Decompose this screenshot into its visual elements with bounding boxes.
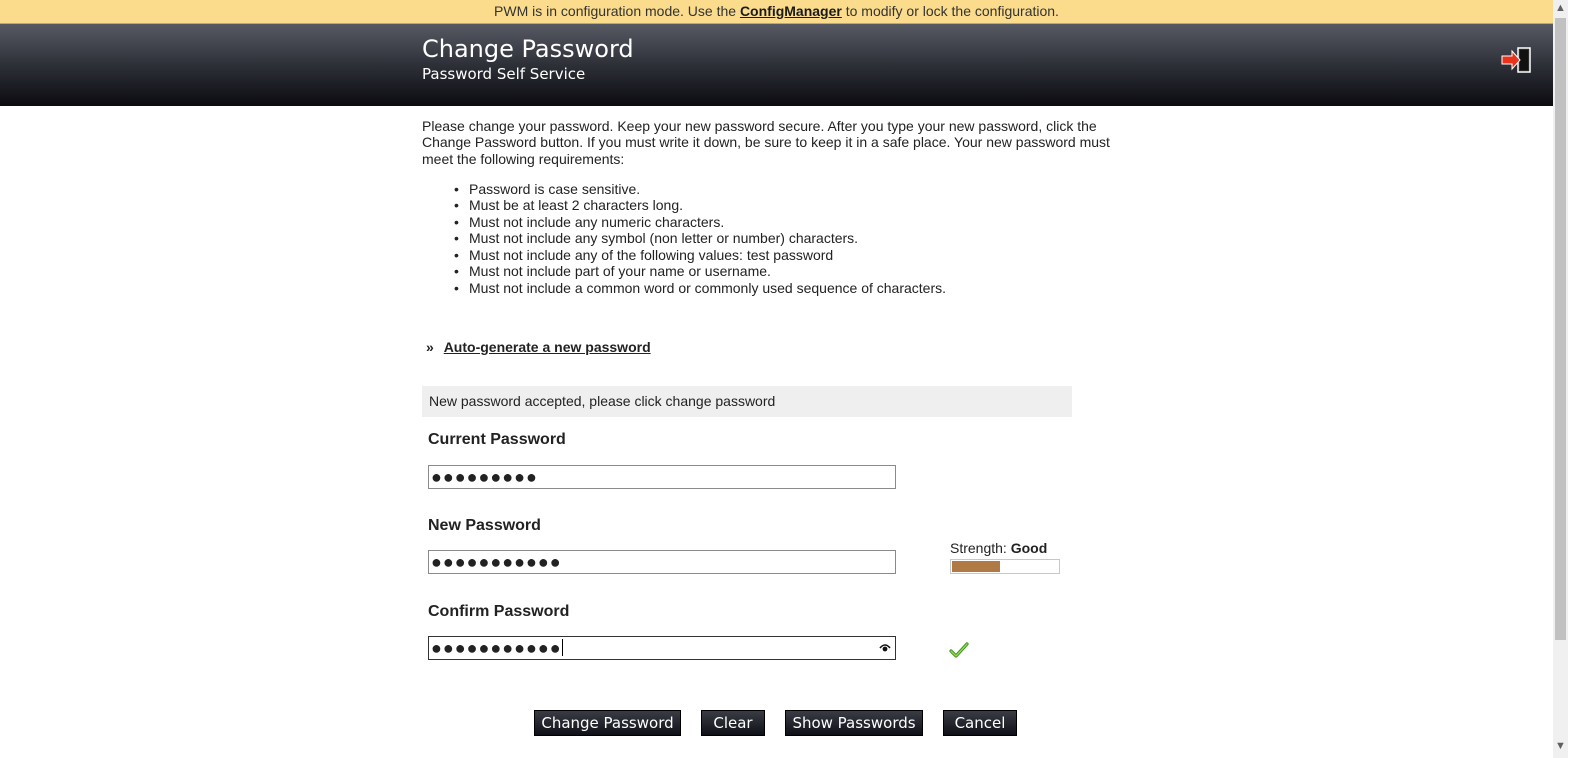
strength-meter-fill: [952, 561, 1000, 572]
banner-text-suffix: to modify or lock the configuration.: [845, 3, 1059, 19]
password-match-check-icon: [949, 641, 969, 659]
autogen-row: [426, 339, 651, 355]
instructions-section: [422, 118, 1122, 296]
config-manager-link[interactable]: ConfigManager: [739, 3, 842, 19]
requirement-item: • Must be at least 2 characters long.: [469, 197, 1122, 214]
autogen-bullet: »: [426, 339, 434, 355]
requirement-item: • Must not include any of the following values: test password: [469, 247, 1122, 264]
scroll-up-arrow-icon[interactable]: ▲: [1555, 2, 1566, 14]
page-header: [0, 24, 1553, 106]
requirements-list: [422, 181, 1122, 297]
new-password-label: New Password: [428, 517, 541, 534]
strength-value: Good: [1010, 540, 1048, 556]
cancel-button[interactable]: Cancel: [943, 710, 1017, 736]
confirm-password-value: ●●●●●●●●●●●: [431, 638, 562, 658]
banner-text-prefix: PWM is in configuration mode. Use the: [494, 3, 737, 19]
config-mode-banner: [0, 0, 1553, 24]
current-password-input[interactable]: [428, 465, 896, 489]
intro-text: Please change your password. Keep your new password secure. After you type your new password, click the Change Password button. If you must write it down, be sure to keep it in a safe place. Your new password must meet the following requirements:: [422, 118, 1110, 167]
reveal-password-eye-icon[interactable]: [879, 642, 891, 654]
scroll-down-arrow-icon[interactable]: ▼: [1555, 740, 1566, 752]
page-subtitle: Password Self Service: [422, 65, 586, 83]
status-message: New password accepted, please click change password: [422, 386, 1072, 417]
show-passwords-button[interactable]: Show Passwords: [785, 710, 923, 736]
text-caret: [562, 639, 563, 656]
requirement-item: • Must not include any numeric characters.: [469, 214, 1122, 231]
logout-icon[interactable]: [1500, 46, 1532, 74]
requirement-item: • Must not include a common word or commonly used sequence of characters.: [469, 280, 1122, 297]
autogen-password-link[interactable]: Auto-generate a new password: [443, 339, 651, 355]
page-scrollbar[interactable]: [1553, 0, 1568, 758]
new-password-value: ●●●●●●●●●●●: [431, 552, 562, 572]
strength-meter: [950, 559, 1060, 574]
strength-label-text: Strength:: [950, 540, 1007, 556]
strength-label: [950, 540, 1047, 556]
confirm-password-label: Confirm Password: [428, 603, 570, 620]
clear-button[interactable]: Clear: [701, 710, 765, 736]
scroll-thumb[interactable]: [1555, 18, 1566, 640]
current-password-value: ●●●●●●●●●: [431, 467, 538, 487]
current-password-label: Current Password: [428, 431, 566, 448]
new-password-input[interactable]: [428, 550, 896, 574]
requirement-item: • Password is case sensitive.: [469, 181, 1122, 198]
requirement-item: • Must not include part of your name or username.: [469, 263, 1122, 280]
requirement-item: • Must not include any symbol (non letter or number) characters.: [469, 230, 1122, 247]
confirm-password-input[interactable]: [428, 636, 896, 660]
page-title: Change Password: [422, 35, 634, 63]
change-password-button[interactable]: Change Password: [534, 710, 681, 736]
